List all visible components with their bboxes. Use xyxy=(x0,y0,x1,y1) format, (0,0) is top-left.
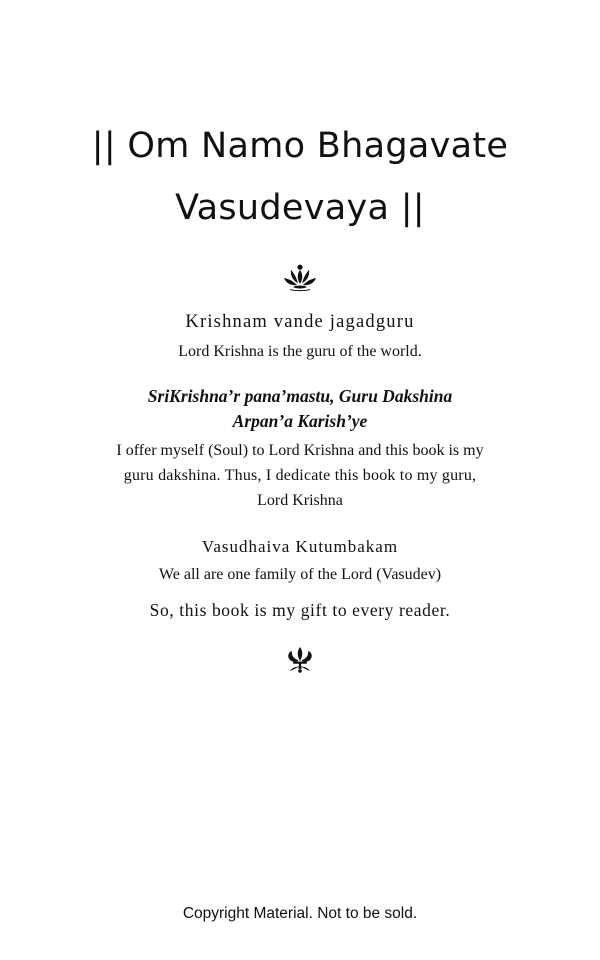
verse-2-translation-line-1: I offer myself (Soul) to Lord Krishna and this book is my xyxy=(116,442,484,459)
verse-1-heading: Krishnam vande jagadguru xyxy=(185,312,415,332)
verse-3-heading: Vasudhaiva Kutumbakam xyxy=(201,537,399,556)
verse-2-heading-line-1: SriKrishna’r pana’mastu, Guru Dakshina xyxy=(147,386,453,406)
closing-statement: So, this book is my gift to every reader. xyxy=(149,600,451,620)
title-line-2: Vasudevaya || xyxy=(175,188,425,229)
title-line-1: || Om Namo Bhagavate xyxy=(91,126,509,167)
lotus-ornament-icon xyxy=(282,264,318,292)
verse-1-translation: Lord Krishna is the guru of the world. xyxy=(178,343,422,360)
fleur-de-lis-ornament-icon xyxy=(282,646,318,674)
verse-3-translation: We all are one family of the Lord (Vasudev) xyxy=(158,566,442,583)
page-title xyxy=(0,115,600,239)
copyright-notice: Copyright Material. Not to be sold. xyxy=(182,905,418,922)
verse-2-translation-line-2: guru dakshina. Thus, I dedicate this book to my guru, xyxy=(123,467,477,484)
verse-2-heading-line-2: Arpan’a Karish’ye xyxy=(232,411,368,431)
verse-2-translation-line-3: Lord Krishna xyxy=(257,492,343,509)
